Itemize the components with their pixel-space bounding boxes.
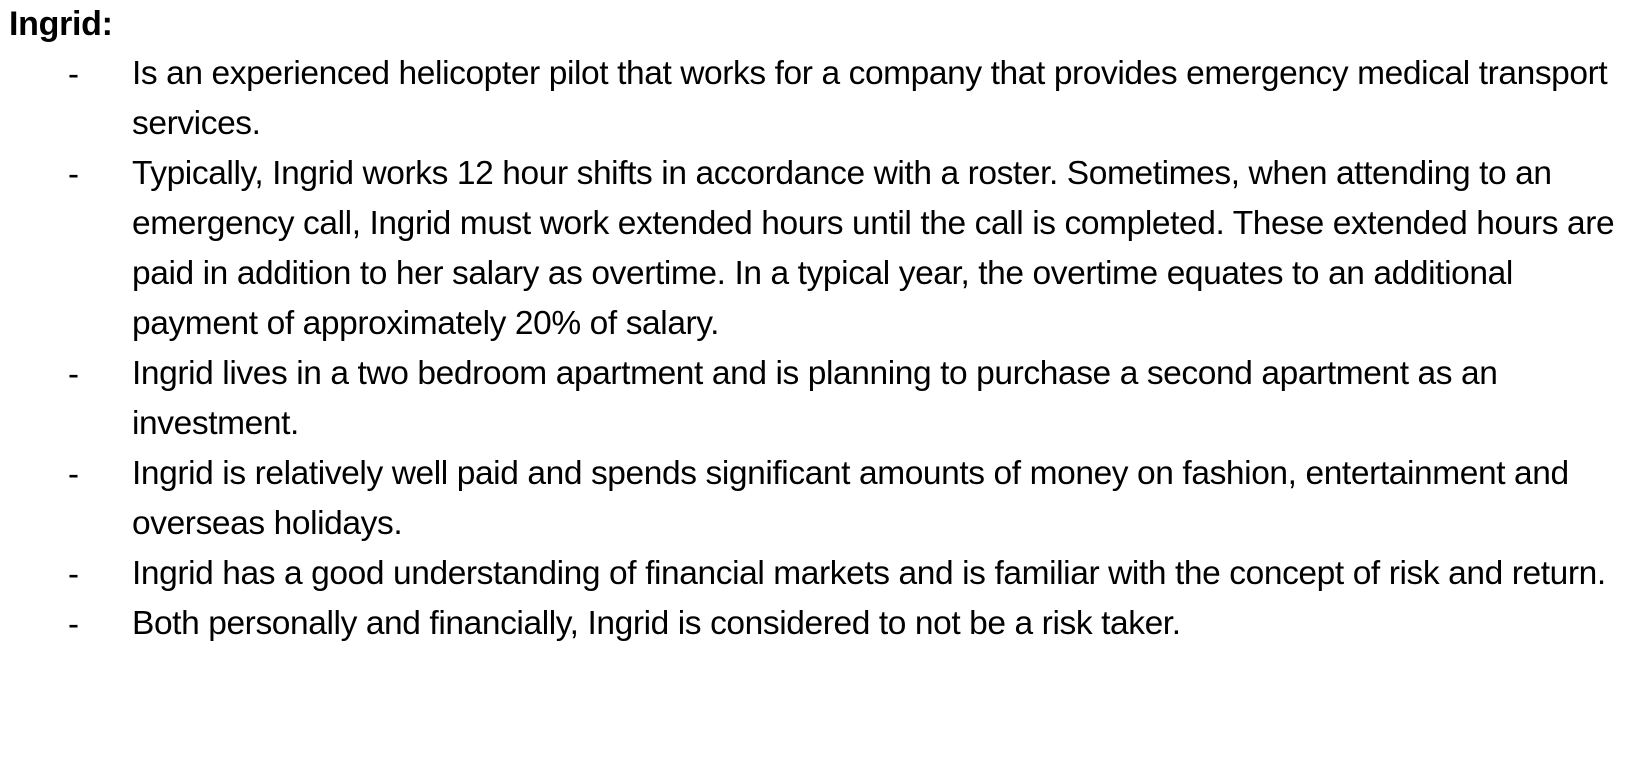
bullet-dash: -	[68, 55, 79, 92]
list-item	[0, 149, 1632, 349]
list-item	[0, 349, 1632, 449]
document-heading: Ingrid:	[9, 5, 113, 43]
bullet-dash: -	[68, 605, 79, 642]
list-item-text: Ingrid has a good understanding of financial markets and is familiar with the concept of risk and return.	[132, 555, 1606, 592]
list-item-text: Typically, Ingrid works 12 hour shifts in accordance with a roster. Sometimes, when attending to an emergency call, Ingrid must work extended hours until the call is completed. These extended hours are paid in addition to her salary as overtime. In a typical year, the overtime equates to an additional payment of approximately 20% of salary.	[132, 155, 1615, 342]
list-item-text: Ingrid lives in a two bedroom apartment and is planning to purchase a second apartment as an investment.	[132, 355, 1498, 442]
list-item-text: Ingrid is relatively well paid and spends significant amounts of money on fashion, entertainment and overseas holidays.	[132, 455, 1569, 542]
bullet-list	[0, 49, 1632, 649]
list-item	[0, 599, 1632, 649]
bullet-dash: -	[68, 455, 79, 492]
list-item	[0, 549, 1632, 599]
list-item	[0, 449, 1632, 549]
list-item-text: Both personally and financially, Ingrid is considered to not be a risk taker.	[132, 605, 1181, 642]
bullet-dash: -	[68, 155, 79, 192]
bullet-dash: -	[68, 555, 79, 592]
list-item	[0, 49, 1632, 149]
bullet-dash: -	[68, 355, 79, 392]
list-item-text: Is an experienced helicopter pilot that works for a company that provides emergency medical transport services.	[132, 55, 1608, 142]
